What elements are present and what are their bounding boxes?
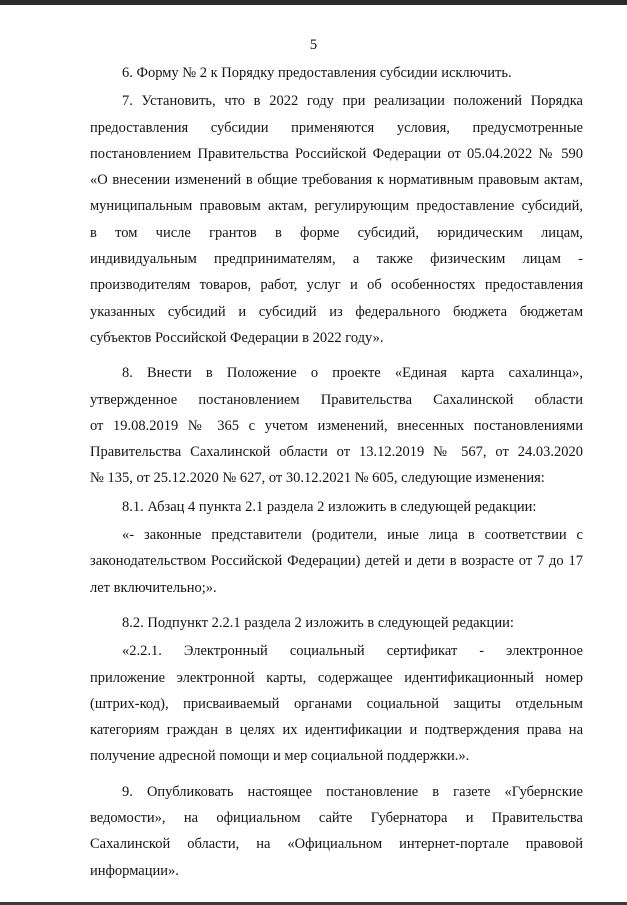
text-line: утвержденное постановлением Правительства Сахалинской области — [90, 391, 583, 408]
text-line: ведомости», на официальном сайте Губернатора и Правительства — [90, 810, 583, 827]
text-line: 9. Опубликовать настоящее постановление в газете «Губернские — [122, 783, 583, 800]
text-line: указанных субсидий и субсидий из федерального бюджета бюджетам — [90, 303, 583, 320]
text-line: 8.1. Абзац 4 пункта 2.1 раздела 2 изложить в следующей редакции: — [122, 498, 537, 515]
document-body — [90, 60, 583, 884]
text-line: от 19.08.2019 № 365 с учетом изменений, внесенных постановлениями — [90, 417, 583, 434]
text-line: индивидуальным предпринимателям, а также физическим лицам - — [90, 251, 583, 268]
text-line: в том числе грантов в форме субсидий, юридическим лицам, — [90, 224, 583, 241]
text-line: 8.2. Подпункт 2.2.1 раздела 2 изложить в следующей редакции: — [122, 614, 514, 631]
text-line: 6. Форму № 2 к Порядку предоставления субсидии исключить. — [122, 65, 512, 81]
text-line: предоставления субсидии применяются условия, предусмотренные — [90, 119, 583, 136]
text-line: получение адресной помощи и мер социальной поддержки.». — [90, 748, 470, 765]
text-line: Правительства Сахалинской области от 13.12.2019 № 567, от 24.03.2020 — [90, 444, 583, 461]
text-line: законодательством Российской Федерации) детей и дети в возрасте от 7 до 17 — [90, 553, 583, 570]
paragraph-8-1 — [90, 494, 583, 520]
text-line: 8. Внести в Положение о проекте «Единая карта сахалинца», — [122, 365, 583, 382]
paragraph-7 — [90, 88, 583, 351]
text-line: «О внесении изменений в общие требования к нормативным правовым актам, — [90, 172, 583, 189]
paragraph-8-2 — [90, 610, 583, 636]
text-line: постановлением Правительства Российской Федерации от 05.04.2022 № 590 — [90, 145, 583, 162]
page-number: 5 — [309, 37, 318, 53]
text-line: № 135, от 25.12.2020 № 627, от 30.12.2021 № 605, следующие изменения: — [90, 470, 545, 487]
text-line: «2.2.1. Электронный социальный сертификат - электронное — [122, 643, 583, 660]
text-line: 7. Установить, что в 2022 году при реализации положений Порядка — [122, 93, 583, 110]
text-line: категориям граждан в целях их идентификации и подтверждения права на — [90, 722, 583, 739]
text-line: (штрих-код), присваиваемый органами социальной защиты отдельным — [90, 695, 583, 712]
text-line: лет включительно;». — [90, 579, 217, 596]
paragraph-8-2-quote — [90, 638, 583, 769]
scan-top-edge — [0, 0, 627, 5]
text-line: Сахалинской области, на «Официальном интернет-портале правовой — [90, 836, 583, 853]
paragraph-8 — [90, 360, 583, 491]
text-line: «- законные представители (родители, иные лица в соответствии с — [122, 527, 583, 544]
text-line: информации». — [90, 862, 179, 879]
text-line: производителям товаров, работ, услуг и об особенностях предоставления — [90, 277, 583, 294]
text-line: субъектов Российской Федерации в 2022 году». — [90, 329, 384, 346]
text-line: приложение электронной карты, содержащее идентификационный номер — [90, 669, 583, 686]
paragraph-8-1-quote — [90, 522, 583, 601]
text-line: муниципальным правовым актам, регулирующим предоставление субсидий, — [90, 198, 583, 215]
paragraph-6 — [90, 60, 583, 86]
paragraph-9 — [90, 779, 583, 884]
